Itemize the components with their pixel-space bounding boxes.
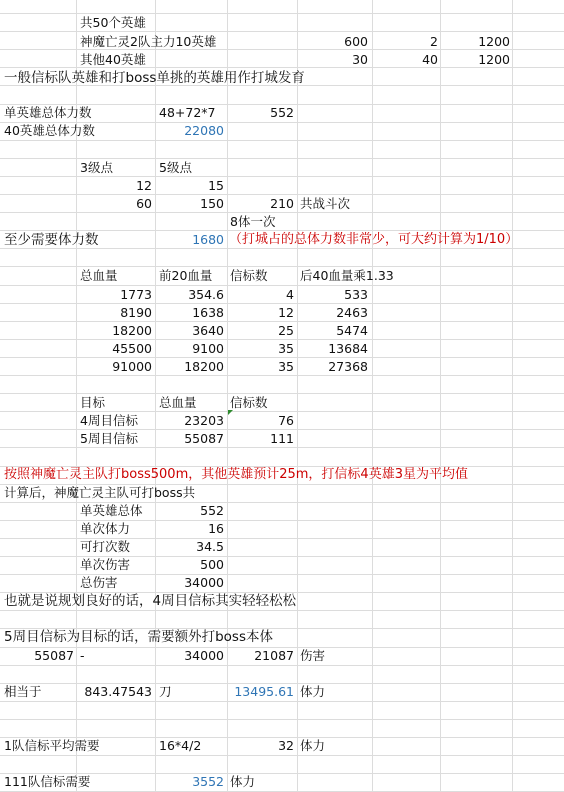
cell-single-hero-stamina-formula[interactable]: 48+72*7: [159, 105, 216, 120]
t3-value[interactable]: 34.5: [196, 539, 224, 554]
t2-header-beacons[interactable]: 信标数: [230, 395, 268, 410]
t3-label[interactable]: 总伤害: [80, 575, 118, 590]
t1-cell[interactable]: 4: [286, 287, 294, 302]
t2-cell[interactable]: 23203: [184, 413, 224, 428]
t1-cell[interactable]: 35: [278, 359, 294, 374]
gridline-row: [0, 755, 564, 756]
t3-value[interactable]: 500: [200, 557, 224, 572]
cell-111-beacons-label[interactable]: 111队信标需要: [4, 774, 91, 789]
cell-equivalent-stamina[interactable]: 13495.61: [234, 684, 294, 699]
t3-label[interactable]: 单次体力: [80, 521, 131, 536]
t3-label[interactable]: 单英雄总体: [80, 503, 143, 518]
gridline-col: [372, 0, 373, 792]
t1-cell[interactable]: 5474: [336, 323, 368, 338]
cell-min-stamina-value[interactable]: 1680: [192, 232, 224, 247]
cell-stamina-per-battle[interactable]: 8体一次: [230, 214, 276, 229]
gridline-row: [0, 140, 564, 141]
cell-beacon-avg-formula[interactable]: 16*4/2: [159, 738, 202, 753]
cell-single-hero-stamina-value[interactable]: 552: [270, 105, 294, 120]
t1-header-last40-hp[interactable]: 后40血量乘1.33: [300, 268, 394, 283]
cell-conclusion[interactable]: 也就是说规划良好的话，4周目信标其实轻轻松松: [4, 593, 297, 609]
cell-other-heroes-value-2[interactable]: 40: [422, 52, 438, 67]
cell-beacon-avg-label[interactable]: 1队信标平均需要: [4, 738, 100, 753]
t2-cell[interactable]: 4周目信标: [80, 413, 138, 428]
cell-level3-header[interactable]: 3级点: [80, 160, 113, 175]
t1-cell[interactable]: 13684: [328, 341, 368, 356]
t1-cell[interactable]: 2463: [336, 305, 368, 320]
t1-cell[interactable]: 354.6: [188, 287, 224, 302]
t3-value[interactable]: 34000: [184, 575, 224, 590]
t1-cell[interactable]: 27368: [328, 359, 368, 374]
cell-total-battles-value[interactable]: 210: [270, 196, 294, 211]
cell-week5-note[interactable]: 5周目信标为目标的话，需要额外打boss本体: [4, 629, 273, 645]
gridline-col: [155, 0, 156, 792]
t3-label[interactable]: 可打次数: [80, 539, 131, 554]
t3-value[interactable]: 552: [200, 503, 224, 518]
cell-week5-hp[interactable]: 55087: [34, 648, 74, 663]
cell-level3-battles[interactable]: 60: [136, 196, 152, 211]
cell-main-team-value-1[interactable]: 600: [344, 34, 368, 49]
cell-level5-count[interactable]: 15: [208, 178, 224, 193]
t1-header-beacons[interactable]: 信标数: [230, 268, 268, 283]
cell-other-heroes-value-3[interactable]: 1200: [478, 52, 510, 67]
t1-cell[interactable]: 45500: [112, 341, 152, 356]
cell-minus-sign[interactable]: -: [80, 648, 85, 663]
gridline-col: [227, 0, 228, 792]
gridline-row: [0, 719, 564, 720]
t1-cell[interactable]: 533: [344, 287, 368, 302]
cell-remaining-damage[interactable]: 21087: [254, 648, 294, 663]
cell-total-battles-label[interactable]: 共战斗次: [300, 196, 351, 211]
t2-cell[interactable]: 55087: [184, 431, 224, 446]
cell-min-stamina-note[interactable]: （打城占的总体力数非常少，可大约计算为1/10）: [229, 232, 519, 247]
t1-header-total-hp[interactable]: 总血量: [80, 268, 118, 283]
t1-cell[interactable]: 18200: [112, 323, 152, 338]
cell-total-damage[interactable]: 34000: [184, 648, 224, 663]
gridline-row: [0, 610, 564, 611]
t1-cell[interactable]: 9100: [192, 341, 224, 356]
cell-111-beacons-unit[interactable]: 体力: [230, 774, 256, 789]
t2-cell[interactable]: 76: [278, 413, 294, 428]
t3-label[interactable]: 单次伤害: [80, 557, 131, 572]
t2-cell[interactable]: 5周目信标: [80, 431, 138, 446]
cell-level3-count[interactable]: 12: [136, 178, 152, 193]
cell-hero-total[interactable]: 共50个英雄: [80, 15, 146, 30]
cell-equivalent-label[interactable]: 相当于: [4, 684, 42, 699]
cell-other-heroes-value-1[interactable]: 30: [352, 52, 368, 67]
t1-cell[interactable]: 1638: [192, 305, 224, 320]
cell-hits-unit[interactable]: 刀: [159, 684, 172, 699]
cell-beacon-avg-value[interactable]: 32: [278, 738, 294, 753]
cell-40-heroes-stamina-value[interactable]: 22080: [184, 123, 224, 138]
gridline-col: [440, 0, 441, 792]
cell-other-heroes-label[interactable]: 其他40英雄: [80, 52, 146, 67]
t1-cell[interactable]: 12: [278, 305, 294, 320]
cell-damage-label[interactable]: 伤害: [300, 648, 326, 663]
cell-calc-intro[interactable]: 计算后，神魔亡灵主队可打boss共: [4, 485, 196, 500]
cell-min-stamina-label[interactable]: 至少需要体力数: [4, 232, 99, 248]
cell-111-beacons-value[interactable]: 3552: [192, 774, 224, 789]
gridline-row: [0, 665, 564, 666]
cell-main-team-label[interactable]: 神魔亡灵2队主力10英雄: [80, 34, 217, 49]
cell-40-heroes-stamina-label[interactable]: 40英雄总体力数: [4, 123, 95, 138]
t2-header-target[interactable]: 目标: [80, 395, 106, 410]
cell-main-team-value-3[interactable]: 1200: [478, 34, 510, 49]
t1-cell[interactable]: 1773: [120, 287, 152, 302]
t1-cell[interactable]: 25: [278, 323, 294, 338]
cell-equivalent-hits[interactable]: 843.47543: [84, 684, 152, 699]
gridline-row: [0, 701, 564, 702]
cell-main-team-value-2[interactable]: 2: [430, 34, 438, 49]
cell-single-hero-stamina-label[interactable]: 单英雄总体力数: [4, 105, 92, 120]
t1-cell[interactable]: 3640: [192, 323, 224, 338]
t2-cell[interactable]: 111: [270, 431, 294, 446]
t1-cell[interactable]: 18200: [184, 359, 224, 374]
cell-assumption-note[interactable]: 按照神魔亡灵主队打boss500m，其他英雄预计25m，打信标4英雄3星为平均值: [4, 467, 468, 482]
gridline-col: [297, 0, 298, 792]
cell-stamina-unit[interactable]: 体力: [300, 684, 326, 699]
cell-level5-header[interactable]: 5级点: [159, 160, 192, 175]
cell-level5-battles[interactable]: 150: [200, 196, 224, 211]
cell-usage-note[interactable]: 一般信标队英雄和打boss单挑的英雄用作打城发育: [4, 70, 305, 86]
t1-cell[interactable]: 8190: [120, 305, 152, 320]
t2-header-total-hp[interactable]: 总血量: [159, 395, 197, 410]
t1-cell[interactable]: 35: [278, 341, 294, 356]
t3-value[interactable]: 16: [208, 521, 224, 536]
gridline-col: [512, 0, 513, 792]
cell-beacon-avg-unit[interactable]: 体力: [300, 738, 326, 753]
t1-cell[interactable]: 91000: [112, 359, 152, 374]
t1-header-first20-hp[interactable]: 前20血量: [159, 268, 213, 283]
